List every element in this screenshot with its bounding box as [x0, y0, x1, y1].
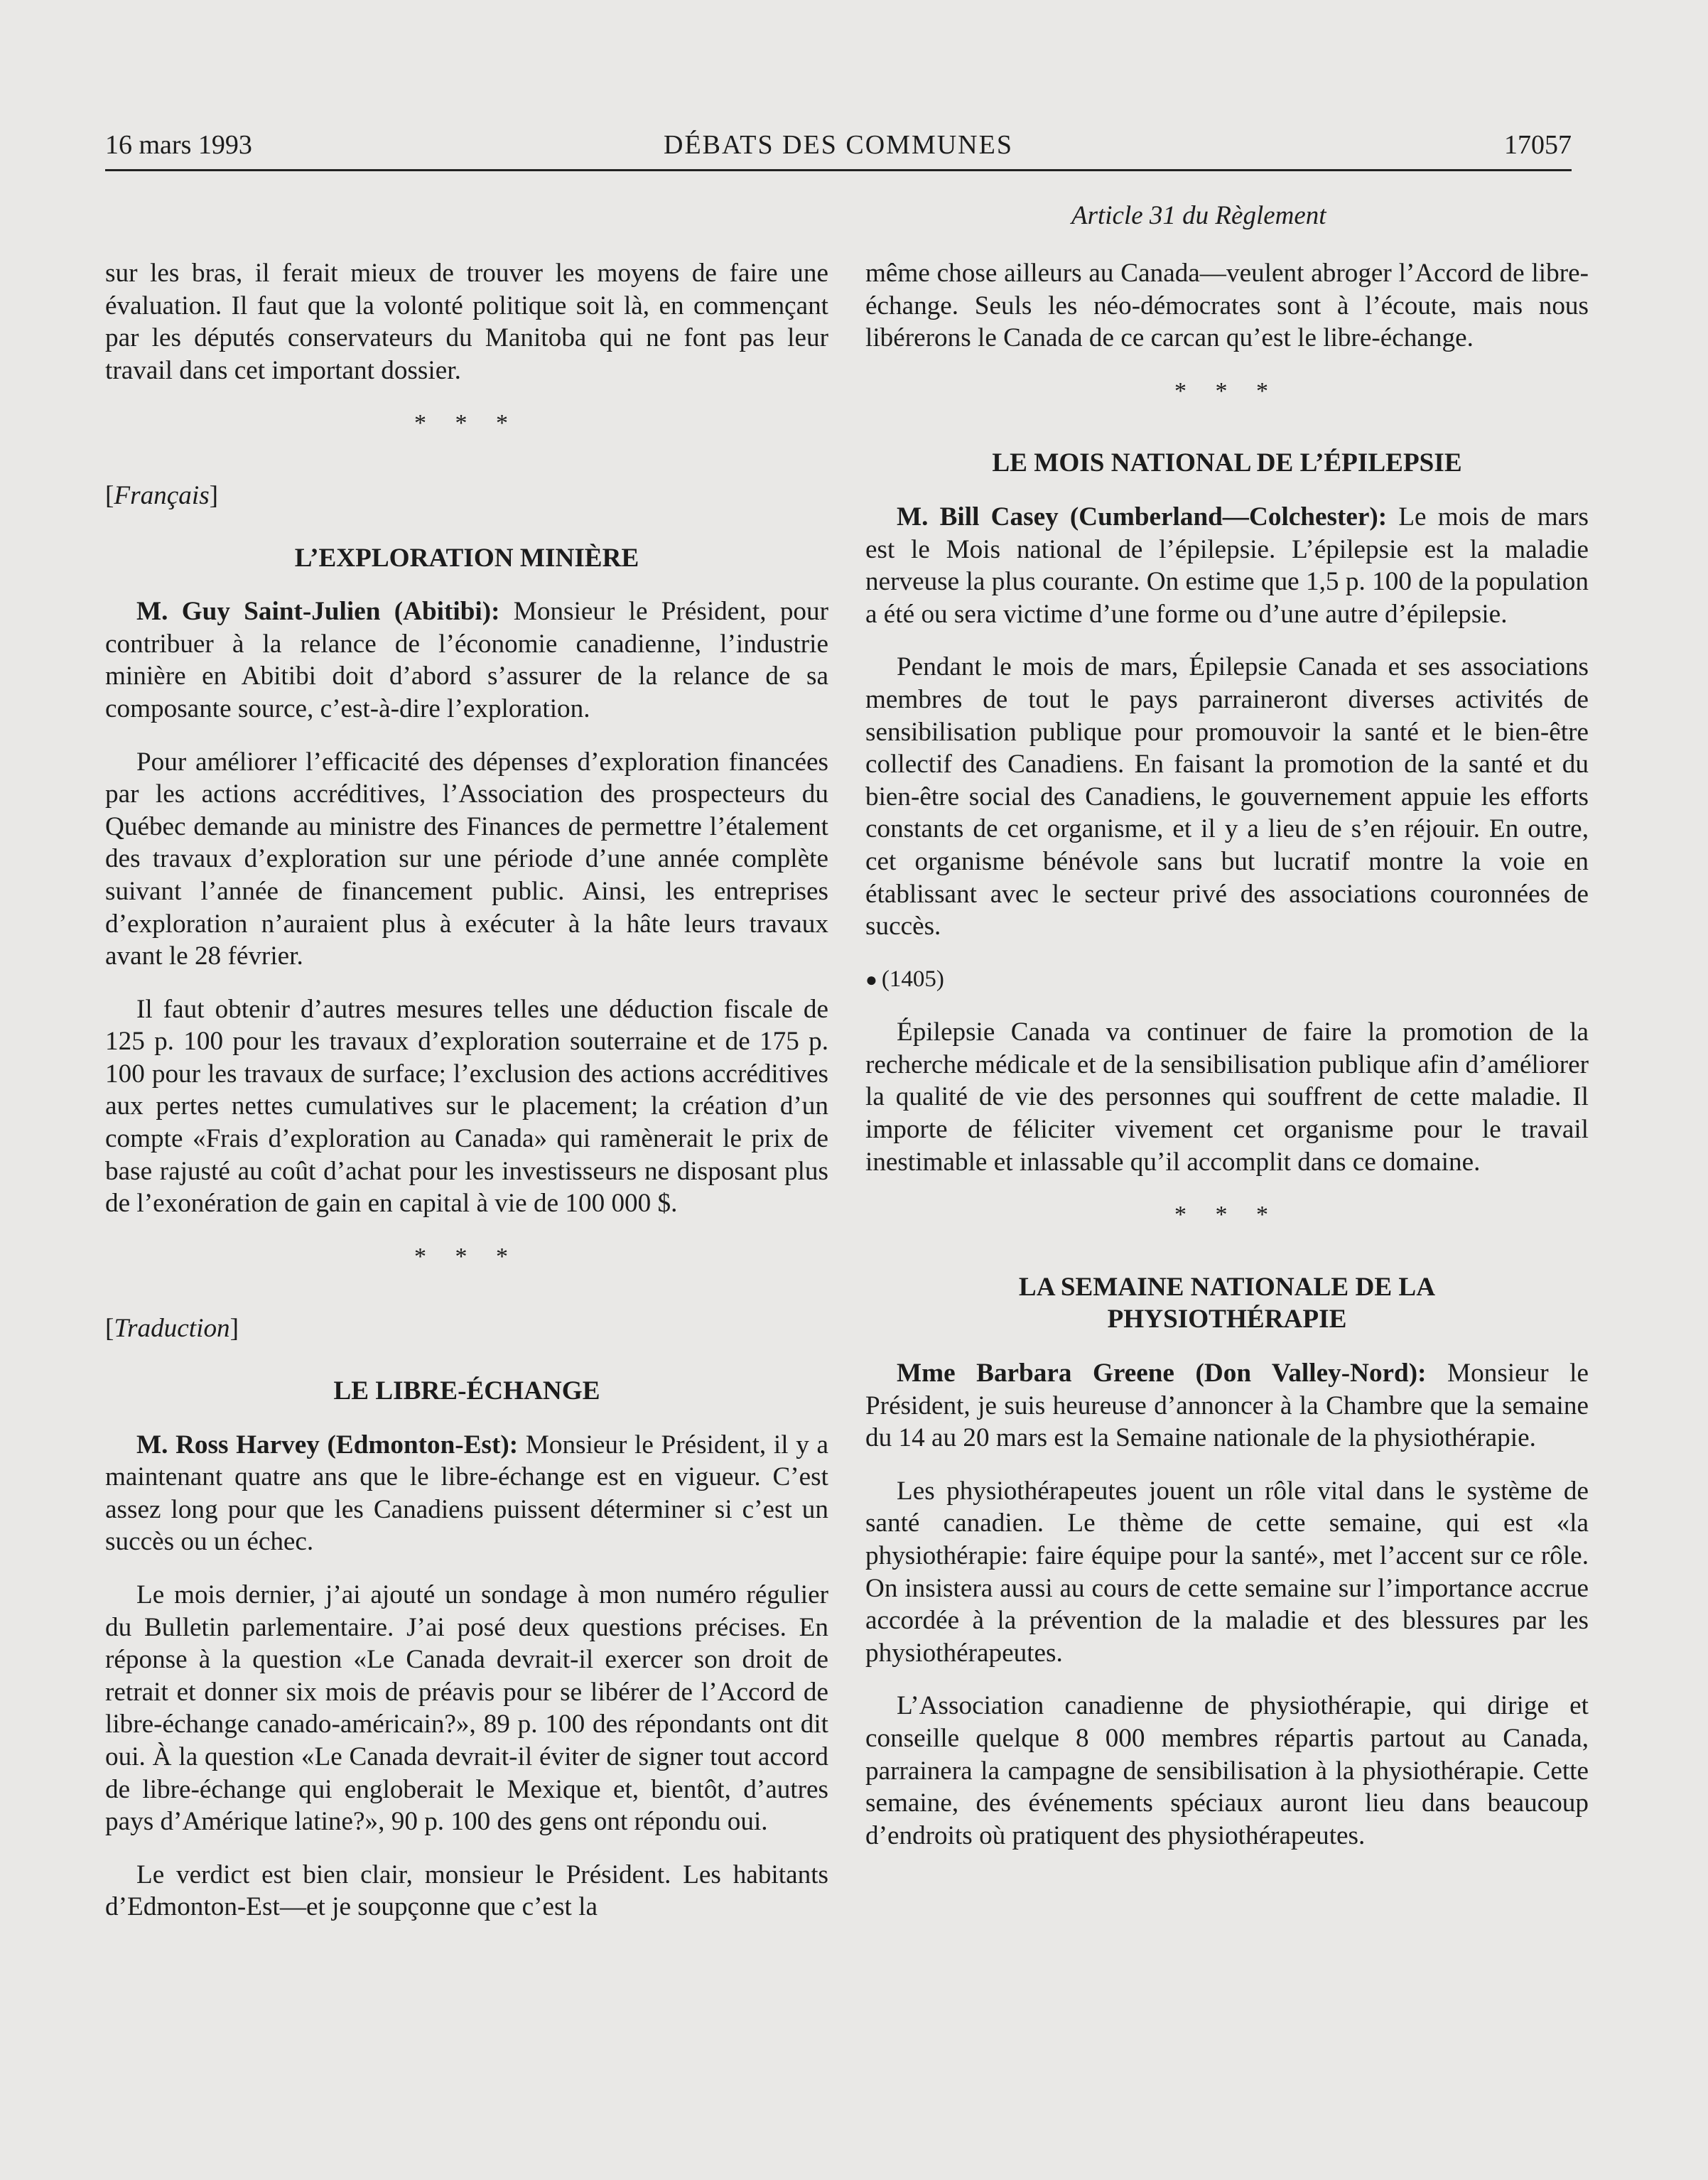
- section-heading: LE MOIS NATIONAL DE L’ÉPILEPSIE: [992, 448, 1462, 478]
- publication-title: DÉBATS DES COMMUNES: [664, 130, 1013, 160]
- page-header: [105, 125, 1572, 165]
- speaker-name: M. Bill Casey (Cumberland—Colchester):: [897, 502, 1388, 531]
- paragraph: L’Association canadienne de physiothérapie, qui dirige et conseille quelque 8 000 membres répartis partout au Canada, parrainera la campagne de sensibilisation à la physiothérapie. Cette semaine, des événements spéciaux auront lieu dans beaucoup d’endroits où pratiquent des physiothérapeutes.: [865, 1691, 1589, 1850]
- bullet-icon: ●: [865, 968, 877, 991]
- section-heading: [865, 1271, 1589, 1336]
- speaker-name: M. Guy Saint-Julien (Abitibi):: [136, 597, 500, 627]
- paragraph: même chose ailleurs au Canada—veulent abroger l’Accord de libre-échange. Seuls les néo-démocrates sont à l’écoute, mais nous libérerons le Canada de ce carcan qu’est le libre-échange.: [865, 259, 1589, 353]
- section-heading: L’EXPLORATION MINIÈRE: [294, 543, 639, 573]
- paragraph: Il faut obtenir d’autres mesures telles une déduction fiscale de 125 p. 100 pour les travaux d’exploration souterraine et de 175 p. 100 pour les travaux de surface; l’exclusion des actions accréditives aux pertes nettes cumulatives sur le placement; la création d’un compte «Frais d’exploration au Canada» qui ramènerait le prix de base rajusté au coût d’achat pour les investisseurs ne disposant plus de l’exonération de gain en capital à vie de 100 000 $.: [105, 994, 828, 1219]
- statement-paragraph: [865, 501, 1589, 630]
- paragraph: Le verdict est bien clair, monsieur le Président. Les habitants d’Edmonton-Est—et je soupçonne que c’est la: [105, 1860, 828, 1922]
- statement-paragraph: [865, 1357, 1589, 1455]
- time-marker: [865, 964, 1589, 997]
- speaker-name: Mme Barbara Greene (Don Valley-Nord):: [897, 1359, 1427, 1388]
- language-tag: [Français]: [105, 480, 219, 510]
- section-separator: * * *: [414, 1243, 519, 1270]
- paragraph: Le mois dernier, j’ai ajouté un sondage à mon numéro régulier du Bulletin parlementaire. J’ai posé deux questions précises. En réponse à la question «Le Canada devrait-il exercer son droit de retrait et donner six mois de préavis pour se libérer de l’Accord de libre-échange canado-américain?», 89 p. 100 des répondants ont dit oui. À la question «Le Canada devrait-il éviter de signer tout accord de libre-échange qui engloberait le Mexique et, bientôt, d’autres pays d’Amérique latine?», 90 p. 100 des gens ont répondu oui.: [105, 1580, 828, 1837]
- paragraph: Les physiothérapeutes jouent un rôle vital dans le système de santé canadien. Le thème de cette semaine, qui est «la physiothérapie: faire équipe pour la santé», met l’accent sur ce rôle. On insistera aussi au cours de cette semaine sur l’importance accrue accordée à la prévention de la maladie et des blessures par les physiothérapeutes.: [865, 1476, 1589, 1668]
- paragraph: sur les bras, il ferait mieux de trouver les moyens de faire une évaluation. Il faut que la volonté politique soit là, en commençant par les députés conservateurs du Manitoba qui ne font pas leur travail dans cet important dossier.: [105, 259, 828, 385]
- statement-text: Monsieur le Président, il y a maintenant quatre ans que le libre-échange est en vigueur. C’est assez long pour que les Canadiens puissent déterminer si c’est un succès ou un échec.: [105, 1430, 828, 1557]
- paragraph: Pour améliorer l’efficacité des dépenses d’exploration financées par les actions accréditives, l’Association des prospecteurs du Québec demande au ministre des Finances de permettre l’étalement des travaux d’exploration sur une période d’une année complète suivant l’année de financement public. Ainsi, les entreprises d’exploration n’auraient plus à exécuter à la hâte leurs travaux avant le 28 février.: [105, 747, 828, 971]
- statement-paragraph: [105, 595, 828, 725]
- header-date: 16 mars 1993: [105, 130, 252, 160]
- section-separator: * * *: [414, 410, 519, 437]
- section-heading-line: LA SEMAINE NATIONALE DE LA: [1018, 1272, 1436, 1302]
- running-head: Article 31 du Règlement: [1071, 201, 1326, 230]
- left-column: [105, 257, 828, 1923]
- statement-text: Monsieur le Président, pour contribuer à la relance de l’économie canadienne, l’industrie minière en Abitibi doit d’abord s’assurer de la relance de sa composante source, c’est-à-dire l’exploration.: [105, 597, 828, 723]
- statement-text: Le mois de mars est le Mois national de l’épilepsie. L’épilepsie est la maladie nerveuse la plus courante. On estime que 1,5 p. 100 de la population a été ou sera victime d’une forme ou d’une autre d’épilepsie.: [865, 502, 1589, 629]
- right-column: [865, 257, 1589, 1852]
- header-rule: [105, 169, 1572, 171]
- section-separator: * * *: [1174, 377, 1280, 404]
- statement-text: Monsieur le Président, je suis heureuse d’annoncer à la Chambre que la semaine du 14 au 20 mars est la Semaine nationale de la physiothérapie.: [865, 1359, 1589, 1453]
- section-separator: * * *: [1174, 1202, 1280, 1229]
- statement-paragraph: [105, 1429, 828, 1558]
- page-number: 17057: [1504, 130, 1572, 160]
- paragraph: Pendant le mois de mars, Épilepsie Canada et ses associations membres de tout le pays parraineront diverses activités de sensibilisation publique pour promouvoir la santé et le bien-être collectif des Canadiens. En faisant la promotion de la santé et du bien-être social des Canadiens, le gouvernement appuie les efforts constants de cet organisme, et il y a lieu de s’en réjouir. En outre, cet organisme bénévole sans but lucratif montre la voie en établissant avec le secteur privé des associations couronnées de succès.: [865, 652, 1589, 941]
- section-heading-line: PHYSIOTHÉRAPIE: [1107, 1305, 1347, 1334]
- speaker-name: M. Ross Harvey (Edmonton-Est):: [136, 1430, 519, 1459]
- language-tag-text: Français: [114, 480, 210, 510]
- language-tag: [Traduction]: [105, 1314, 239, 1344]
- time-marker-text: (1405): [881, 966, 944, 992]
- paragraph: Épilepsie Canada va continuer de faire la promotion de la recherche médicale et de la sensibilisation publique afin d’améliorer la qualité de vie des personnes qui souffrent de cette maladie. Il importe de féliciter vivement cet organisme pour le travail inestimable et inlassable qu’il accomplit dans ce domaine.: [865, 1018, 1589, 1177]
- section-heading: LE LIBRE-ÉCHANGE: [333, 1376, 600, 1406]
- language-tag-text: Traduction: [114, 1314, 230, 1344]
